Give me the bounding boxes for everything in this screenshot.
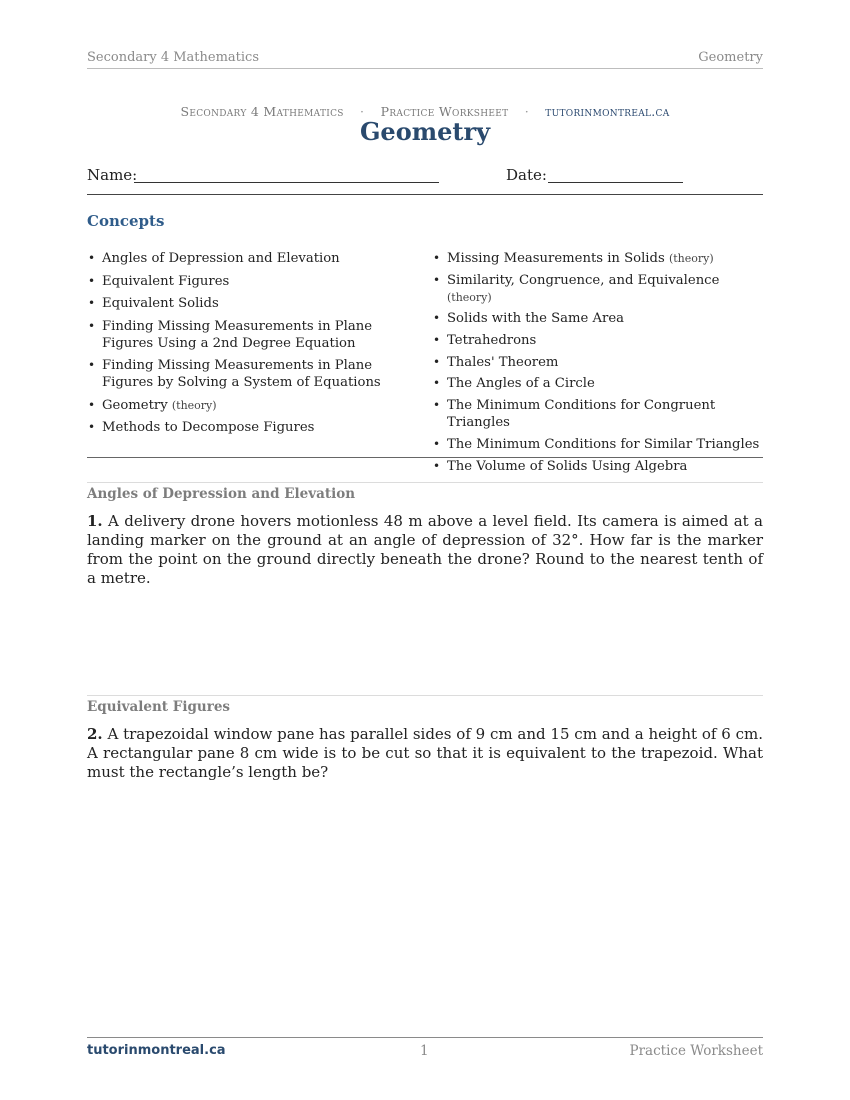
footer-site: tutorinmontreal.ca: [87, 1043, 226, 1058]
running-header: [87, 50, 763, 69]
name-label: Name:: [87, 166, 138, 184]
problem-number: 2.: [87, 725, 103, 743]
section-divider: [87, 695, 763, 696]
concepts-column-1: [87, 250, 417, 442]
footer-page-number: 1: [420, 1043, 429, 1059]
concepts-column-2: [432, 250, 763, 479]
footer-doc-type: Practice Worksheet: [629, 1043, 763, 1059]
running-footer: [87, 1037, 763, 1062]
concept-item: • Thales' Theorem: [432, 354, 763, 371]
problem-text: A delivery drone hovers motionless 48 m above a level field. Its camera is aimed at a landing marker on the ground at an angle of depression of 32°. How far is the marker from the point on the ground directly beneath the drone? Round to the nearest tenth of a metre.: [87, 512, 763, 587]
theory-tag: (theory): [171, 398, 217, 412]
header-topic: Geometry: [698, 50, 763, 65]
title-block: [87, 104, 763, 146]
problem-text: A trapezoidal window pane has parallel sides of 9 cm and 15 cm and a height of 6 cm. A rectangular pane 8 cm wide is to be cut so that it is equivalent to the trapezoid. What must the rectangle’s length be?: [87, 725, 763, 781]
concept-item: • Similarity, Congruence, and Equivalence (theory): [432, 272, 763, 306]
concept-item: • Tetrahedrons: [432, 332, 763, 349]
header-divider: [87, 194, 763, 195]
concepts-list: [87, 250, 763, 474]
concepts-heading: Concepts: [87, 212, 165, 230]
concept-item: • Equivalent Figures: [87, 273, 417, 290]
date-field-line[interactable]: [548, 182, 683, 183]
theory-tag: (theory): [668, 252, 714, 265]
concept-item: • Methods to Decompose Figures: [87, 419, 417, 436]
page-title: Geometry: [359, 117, 491, 146]
section-divider: [87, 482, 763, 483]
concept-item: • Angles of Depression and Elevation: [87, 250, 417, 267]
concept-item: • Geometry (theory): [87, 397, 417, 414]
concepts-divider: [87, 457, 763, 458]
name-field-line[interactable]: [134, 182, 439, 183]
problem-number: 1.: [87, 512, 103, 530]
concept-item: • The Volume of Solids Using Algebra: [432, 458, 763, 475]
header-course: Secondary 4 Mathematics: [87, 50, 260, 65]
concept-item: • Finding Missing Measurements in Plane Figures Using a 2nd Degree Equation: [87, 318, 417, 352]
date-label: Date:: [506, 166, 547, 184]
concept-item: • Finding Missing Measurements in Plane Figures by Solving a System of Equations: [87, 357, 417, 391]
title-site: tutorinmontreal.ca: [545, 104, 670, 119]
title-separator-2: ·: [524, 104, 530, 119]
title-doc-type: Practice Worksheet: [380, 104, 509, 119]
section-title: Angles of Depression and Elevation: [87, 486, 356, 502]
section-title: Equivalent Figures: [87, 699, 231, 715]
title-separator-1: ·: [360, 104, 365, 119]
title-course: Secondary 4 Mathematics: [180, 104, 344, 119]
problem: [87, 512, 763, 588]
concept-item: • The Minimum Conditions for Congruent Triangles: [432, 397, 763, 431]
concept-item: • Missing Measurements in Solids (theory): [432, 250, 763, 267]
concept-item: • Equivalent Solids: [87, 295, 417, 312]
problem: [87, 725, 763, 782]
name-date-row: [87, 166, 763, 186]
concept-item: • The Minimum Conditions for Similar Triangles: [432, 436, 763, 453]
concept-item: • The Angles of a Circle: [432, 375, 763, 392]
concept-item: • Solids with the Same Area: [432, 310, 763, 327]
theory-tag: (theory): [447, 290, 492, 304]
